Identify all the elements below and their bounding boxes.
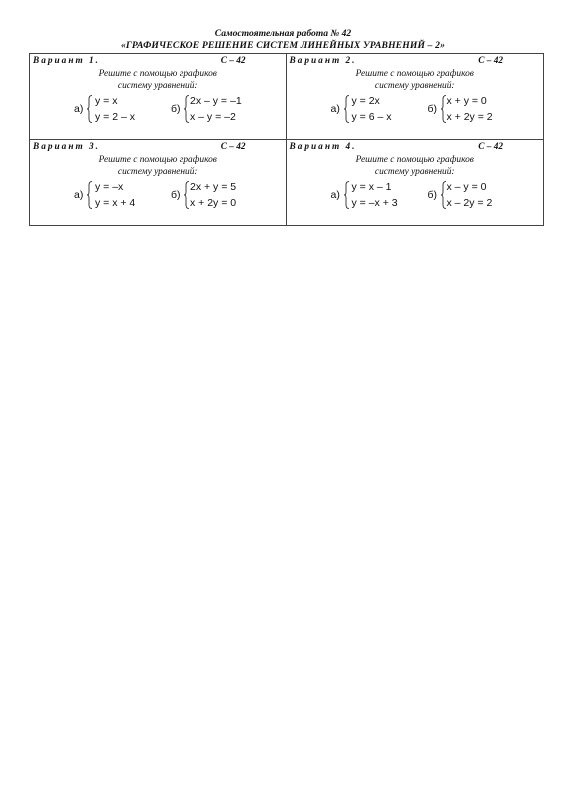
equation-2: y = –x + 3 — [351, 196, 398, 209]
system-label: а) — [330, 103, 340, 115]
system-label: а) — [330, 188, 340, 201]
variant-1-cell — [30, 54, 287, 140]
left-brace-icon — [87, 95, 93, 123]
instruction-line-2: систему уравнений: — [117, 166, 198, 177]
equation-2: x + 2y = 2 — [446, 111, 493, 123]
variant-code: С – 42 — [478, 56, 503, 66]
equation-1: y = 2x — [351, 95, 380, 107]
variant-code: С – 42 — [220, 56, 246, 66]
system-label: б) — [427, 103, 438, 115]
instruction-line-1: Решите с помощью графиков — [355, 154, 474, 165]
instruction-line-1: Решите с помощью графиков — [98, 69, 217, 79]
system-label: а) — [74, 188, 84, 201]
worksheet-subtitle: «ГРАФИЧЕСКОЕ РЕШЕНИЕ СИСТЕМ ЛИНЕЙНЫХ УРАВНЕНИЙ – 2» — [120, 40, 446, 51]
equation-2: y = 2 – x — [95, 111, 135, 123]
equation-1: y = x – 1 — [351, 180, 392, 193]
variant-2-cell — [287, 54, 544, 140]
variant-title: Вариант 4. — [289, 141, 357, 152]
system-label: б) — [427, 188, 438, 201]
equation-1: 2x + y = 5 — [190, 180, 237, 193]
system-label: б) — [171, 188, 181, 201]
equation-1: 2x – y = –1 — [190, 95, 242, 107]
variant-code: С – 42 — [220, 141, 246, 152]
equation-2: y = x + 4 — [95, 196, 136, 209]
system-b — [428, 180, 528, 210]
system-b — [171, 94, 271, 124]
equation-1: y = x — [95, 95, 118, 107]
variant-title: Вариант 3. — [33, 141, 101, 152]
equation-1: x – y = 0 — [446, 180, 487, 193]
variant-4-cell — [287, 140, 544, 226]
system-b — [428, 94, 528, 124]
system-a — [331, 180, 431, 210]
system-a — [331, 94, 431, 124]
system-a — [74, 94, 174, 124]
left-brace-icon — [344, 181, 350, 209]
equation-2: x – y = –2 — [190, 111, 236, 123]
equation-1: x + y = 0 — [446, 95, 487, 107]
variant-title: Вариант 2. — [289, 56, 357, 66]
variants-table — [29, 53, 544, 226]
left-brace-icon — [87, 181, 93, 209]
equation-2: x + 2y = 0 — [190, 196, 237, 209]
system-a — [74, 180, 174, 210]
system-label: б) — [171, 103, 181, 115]
instruction-line-2: систему уравнений: — [117, 81, 198, 91]
equation-2: x – 2y = 2 — [446, 196, 493, 209]
instruction-line-2: систему уравнений: — [374, 81, 455, 91]
left-brace-icon — [344, 95, 350, 123]
equation-2: y = 6 – x — [351, 111, 392, 123]
instruction-line-1: Решите с помощью графиков — [98, 154, 217, 165]
variant-title: Вариант 1. — [33, 56, 101, 66]
equation-1: y = –x — [95, 180, 124, 193]
system-label: а) — [74, 103, 84, 115]
variant-3-cell — [30, 140, 287, 226]
instruction-line-2: систему уравнений: — [374, 166, 455, 177]
worksheet-title: Самостоятельная работа № 42 — [214, 28, 352, 39]
system-b — [171, 180, 271, 210]
variant-code: С – 42 — [478, 141, 503, 152]
instruction-line-1: Решите с помощью графиков — [355, 69, 474, 79]
